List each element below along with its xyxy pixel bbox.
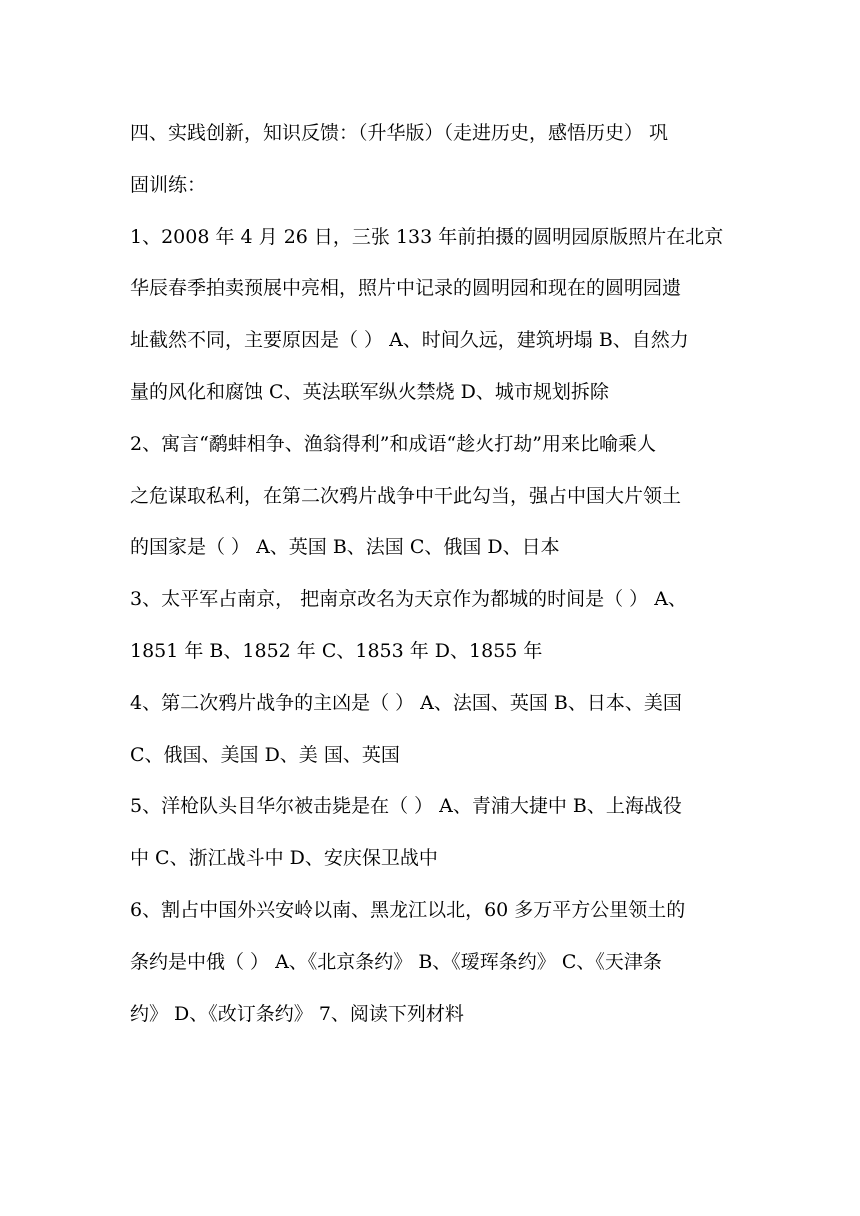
question-6-line-1: 6、割占中国外兴安岭以南、黑龙江以北，60 多万平方公里领土的 [130, 898, 686, 921]
section-heading-line-2: 固训练： [130, 173, 207, 196]
question-1-line-4: 量的风化和腐蚀 C、英法联军纵火禁烧 D、城市规划拆除 [130, 380, 609, 403]
question-6-line-3: 约》 D、《改订条约》 7、阅读下列材料 [130, 1002, 464, 1025]
question-5-line-1: 5、洋枪队头目华尔被击毙是在（ ） A、青浦大捷中 B、上海战役 [130, 795, 682, 818]
question-1-line-3: 址截然不同，主要原因是（ ） A、时间久远，建筑坍塌 B、自然力 [130, 329, 689, 352]
question-2-line-1: 2、寓言“鹬蚌相争、渔翁得利”和成语“趁火打劫”用来比喻乘人 [130, 432, 656, 455]
question-3-line-2: 1851 年 B、1852 年 C、1853 年 D、1855 年 [130, 639, 543, 662]
question-4-line-1: 4、第二次鸦片战争的主凶是（ ） A、法国、英国 B、日本、美国 [130, 691, 682, 714]
question-1-line-1: 1、2008 年 4 月 26 日，三张 133 年前拍摄的圆明园原版照片在北京 [130, 225, 724, 248]
question-3-line-1: 3、太平军占南京， 把南京改名为天京作为都城的时间是（ ） A、 [130, 588, 687, 611]
question-2-line-3: 的国家是（ ） A、英国 B、法国 C、俄国 D、日本 [130, 536, 560, 559]
question-1-line-2: 华辰春季拍卖预展中亮相，照片中记录的圆明园和现在的圆明园遗 [130, 277, 682, 300]
question-2-line-2: 之危谋取私利，在第二次鸦片战争中干此勾当，强占中国大片领土 [130, 484, 682, 507]
question-4-line-2: C、俄国、美国 D、美 国、英国 [130, 743, 400, 766]
question-5-line-2: 中 C、浙江战斗中 D、安庆保卫战中 [130, 847, 438, 870]
section-heading-line-1: 四、实践创新，知识反馈：（升华版）（走进历史，感悟历史） 巩 [130, 122, 669, 144]
document-body [130, 108, 730, 1040]
question-6-line-2: 条约是中俄（ ） A、《北京条约》 B、《瑷珲条约》 C、《天津条 [130, 950, 662, 973]
